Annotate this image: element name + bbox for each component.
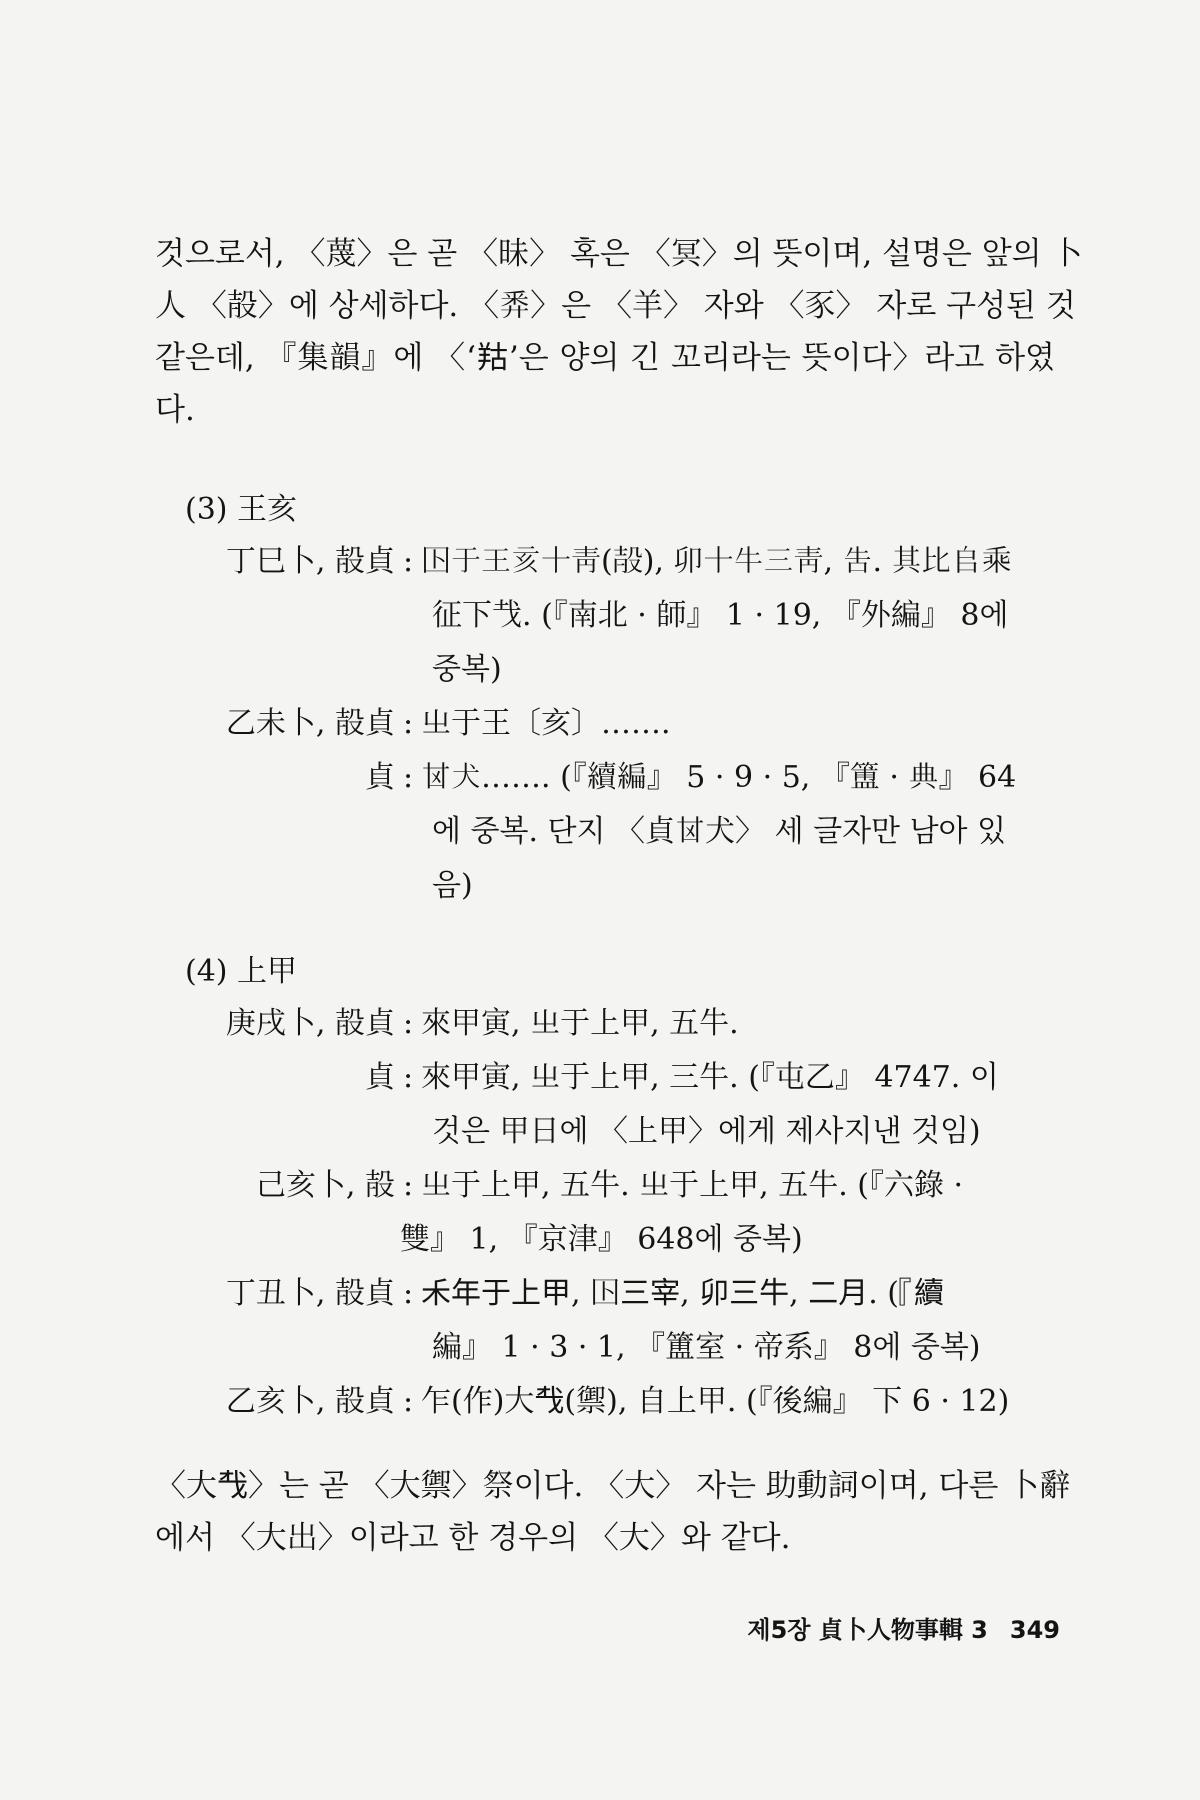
colon: : [402,1384,414,1419]
section-heading-3: (3) 王亥 [185,492,298,527]
diviner-label: 乙未卜, 㱿貞 [225,706,395,741]
diviner-label: 乙亥卜, 㱿貞 [225,1384,395,1419]
intro-line: 다. [155,392,195,428]
inscription-continuation: 에 중복. 단지 〈貞𠀠犬〉 세 글자만 남아 있 [432,814,1007,849]
colon: : [402,1168,414,1203]
page-footer [747,1610,1060,1645]
inscription-text: 乍(作)大𢦔(禦), 自上甲. (『後編』 下 6 · 12) [421,1384,1010,1419]
diviner-label: 庚戌卜, 㱿貞 [225,1006,395,1041]
inscription-entry [215,751,1016,805]
inscription-continuation: 雙』 1, 『京津』 648에 중복) [400,1222,803,1257]
inscription-entry [215,1159,963,1213]
inscription-text: 來甲寅, 㞢于上甲, 五牛. [421,1006,739,1041]
intro-line: 人 〈㱿〉에 상세하다. 〈𢍏〉은 〈羊〉 자와 〈豕〉 자로 구성된 것 [155,288,1076,324]
intro-line: 것으로서, 〈蔑〉은 곧 〈昧〉 혹은 〈冥〉의 뜻이며, 설명은 앞의 卜 [155,236,1083,272]
inscription-entry [215,697,671,751]
inscription-continuation: 編』 1 · 3 · 1, 『簠室 · 帝系』 8에 중복) [432,1330,981,1365]
colon: : [402,1276,414,1311]
inscription-entry [215,997,739,1051]
inscription-text: 來甲寅, 㞢于上甲, 三牛. (『屯乙』 4747. 이 [421,1060,999,1095]
running-chapter-title: 제5장 貞卜人物事輯 3 [747,1616,988,1644]
closing-paragraph [155,1460,1071,1564]
inscription-continuation: 중복) [432,652,502,687]
colon: : [402,544,414,579]
closing-line: 〈大𢦔〉는 곧 〈大禦〉祭이다. 〈大〉 자는 助動詞이며, 다른 卜辭 [155,1468,1071,1504]
inscription-continuation: 것은 甲日에 〈上甲〉에게 제사지낸 것임) [432,1114,981,1149]
inscription-text: 𠀠犬……. (『續編』 5 · 9 · 5, 『簠 · 典』 64 [421,760,1017,795]
colon: : [402,706,414,741]
inscription-continuation: 음) [432,868,473,903]
intro-line: 같은데, 『集韻』에 〈‘𦍩’은 양의 긴 꼬리라는 뜻이다〉라고 하였 [155,340,1055,376]
diviner-label: 貞 [365,760,395,795]
colon: : [402,1006,414,1041]
inscription-text: 𡆥于王亥十靑(㱿), 卯十牛三靑, 告. 其比𠂤乘 [421,544,1012,579]
inscription-entry [215,1267,944,1321]
diviner-label: 丁丑卜, 㱿貞 [225,1276,395,1311]
inscription-entry [215,535,1012,589]
page-number: 349 [1009,1616,1060,1644]
inscription-text: 㞢于上甲, 五牛. 㞢于上甲, 五牛. (『六錄 · [421,1168,964,1203]
closing-line: 에서 〈大出〉이라고 한 경우의 〈大〉와 같다. [155,1520,791,1556]
intro-paragraph [155,228,1083,436]
inscription-continuation: 征下𢦏. (『南北 · 師』 1 · 19, 『外編』 8에 [432,598,1009,633]
inscription-entry [215,1051,999,1105]
inscription-text: 𥝌年于上甲, 𡆥三宰, 卯三牛, 二月. (『續 [421,1276,944,1311]
colon: : [402,1060,414,1095]
colon: : [402,760,414,795]
section-heading-4: (4) 上甲 [185,954,298,989]
diviner-label: 丁巳卜, 㱿貞 [225,544,395,579]
inscription-entry [215,1375,1009,1429]
diviner-label: 貞 [365,1060,395,1095]
inscription-text: 㞢于王〔亥〕……. [421,706,671,741]
diviner-label: 己亥卜, 㱿 [255,1168,395,1203]
